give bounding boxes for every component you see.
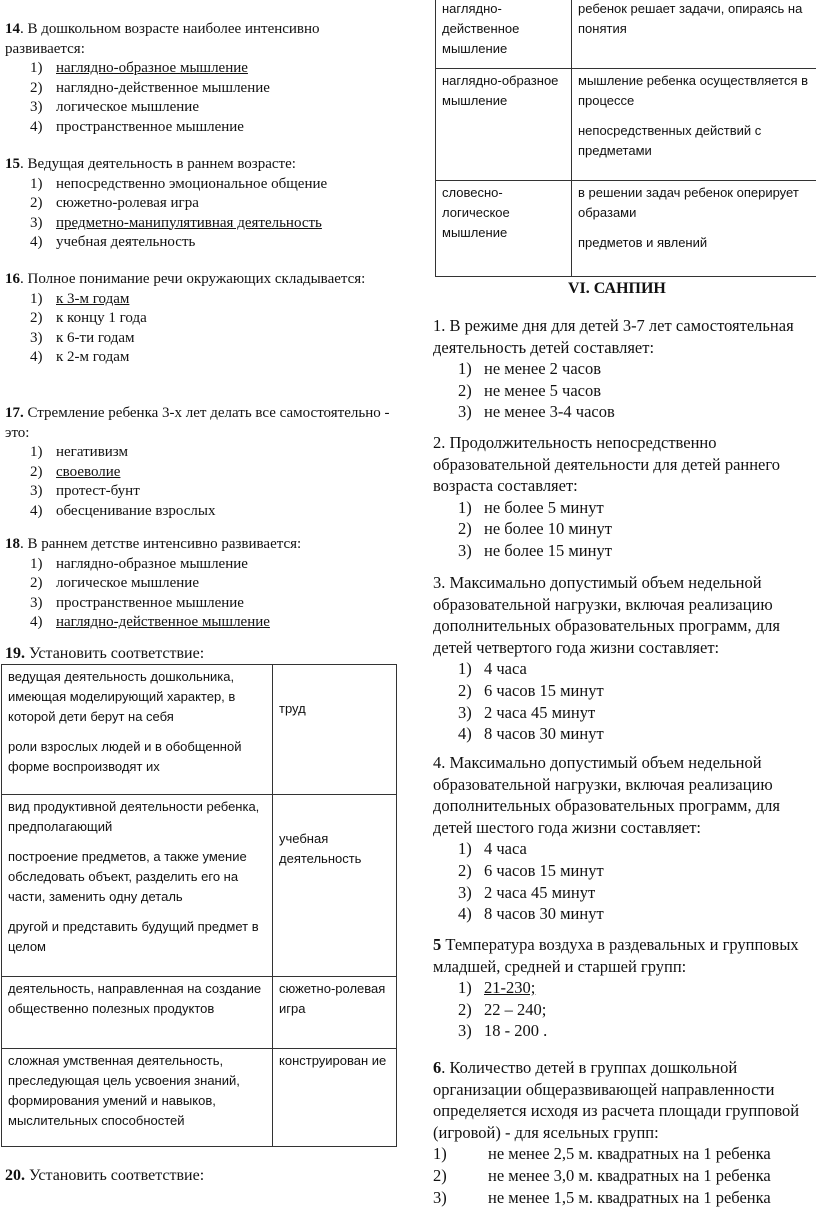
table-cell: мышление ребенка осуществляется в процессе непосредственных действий с предметами [572, 69, 816, 181]
table-cell: деятельность, направленная на создание общественно полезных продуктов [2, 977, 273, 1049]
option: 4) учебная деятельность [30, 234, 196, 250]
option: 4) 8 часов 30 минут [458, 724, 604, 744]
option: 4) 8 часов 30 минут [458, 904, 604, 924]
table-cell: наглядно-действенное мышление [436, 0, 572, 69]
table-row [436, 69, 816, 181]
option: 3) не менее 3-4 часов [458, 402, 615, 422]
options-list [408, 1143, 816, 1208]
table-row [2, 1049, 397, 1147]
question-stem: 2. Продолжительность непосредственно образовательной деятельности для детей раннего возраста составляет: [433, 433, 780, 496]
option: 3) 2 часа 45 минут [458, 882, 596, 902]
option: 2) своеволие [30, 463, 121, 480]
table-cell: ведущая деятельность дошкольника, имеющая моделирующий характер, в которой дети берут на себя роли взрослых людей и в обобщенной форме воспроизводят их [2, 665, 273, 795]
option: 4) обесценивание взрослых [30, 502, 216, 519]
option: 2) сюжетно-ролевая игра [30, 195, 199, 211]
question-stem: 4. Максимально допустимый объем недельной образовательной нагрузки, включая реализацию дополнительных образовательных программ, для детей шестого года жизни составляет: [433, 753, 780, 837]
question-16 [0, 270, 400, 368]
option: 2) не менее 5 часов [458, 380, 602, 400]
options-list [0, 443, 400, 521]
option: 2) наглядно-действенное мышление [30, 79, 270, 96]
table-cell: вид продуктивной деятельности ребенка, предполагающий построение предметов, а также умение обследовать объект, разделить его на части, заменить одну деталь другой и представить будущий предмет в целом [2, 795, 273, 977]
table-row [2, 665, 397, 795]
options-list [408, 497, 816, 562]
question-stem: 15. Ведущая деятельность в раннем возрасте: [5, 156, 296, 172]
question-stem: 14. В дошкольном возрасте наиболее интенсивно развивается: [5, 21, 320, 57]
option: 1) не более 5 минут [458, 497, 604, 517]
table-cell: словесно-логическое мышление [436, 181, 572, 277]
sanpin-question-2 [408, 432, 816, 562]
option: 1) непосредственно эмоциональное общение [30, 175, 328, 192]
options-list [0, 175, 400, 253]
question-14 [0, 20, 400, 137]
table-row [2, 795, 397, 977]
options-list [0, 290, 400, 368]
option: 1) к 3-м годам [30, 290, 130, 307]
matching-table-19 [1, 664, 397, 1147]
option: 2) не менее 3,0 м. квадратных на 1 ребенка [433, 1165, 771, 1185]
table-cell: сложная умственная деятельность, преследующая цель усвоения знаний, формирования умений и навыков, мыслительных способностей [2, 1049, 273, 1147]
question-18 [0, 535, 400, 633]
table-cell: сюжетно-ролевая игра [273, 977, 397, 1049]
option: 1) 21-230; [458, 978, 536, 998]
option: 3) к 6-ти годам [30, 329, 135, 346]
table-cell: конструирован ие [273, 1049, 397, 1147]
option: 1) негативизм [30, 444, 129, 460]
options-list [408, 977, 816, 1042]
question-stem: 5 Температура воздуха в раздевальных и групповых младшей, средней и старшей групп: [433, 935, 799, 976]
option: 1) 4 часа [458, 839, 527, 859]
question-stem: 19. Установить соответствие: [5, 645, 205, 662]
table-row [2, 977, 397, 1049]
option: 2) 6 часов 15 минут [458, 860, 604, 880]
option: 2) логическое мышление [30, 575, 199, 591]
option: 3) не более 15 минут [458, 540, 612, 560]
option: 1) не менее 2,5 м. квадратных на 1 ребенка [433, 1144, 771, 1164]
question-19 [0, 644, 400, 664]
option: 2) 6 часов 15 минут [458, 680, 604, 700]
option: 3) предметно-манипулятивная деятельность [30, 214, 322, 231]
option: 3) 2 часа 45 минут [458, 702, 596, 722]
table-row [436, 0, 816, 69]
question-stem: 1. В режиме дня для детей 3-7 лет самостоятельная деятельность детей составляет: [433, 316, 794, 357]
table-cell: наглядно-образное мышление [436, 69, 572, 181]
question-stem: 17. Стремление ребенка 3-х лет делать все самостоятельно - это: [5, 405, 390, 441]
table-cell: учебная деятельность [273, 795, 397, 977]
option: 4) пространственное мышление [30, 118, 244, 135]
option: 1) наглядно-образное мышление [30, 60, 248, 76]
options-list [408, 658, 816, 744]
option: 3) пространственное мышление [30, 594, 244, 611]
sanpin-question-5 [408, 934, 816, 1042]
option: 1) наглядно-образное мышление [30, 555, 248, 572]
question-stem: 20. Установить соответствие: [5, 1167, 205, 1184]
options-list [0, 555, 400, 633]
table-row [436, 181, 816, 277]
option: 3) логическое мышление [30, 99, 199, 115]
option: 4) наглядно-действенное мышление [30, 614, 270, 630]
option: 1) не менее 2 часов [458, 359, 602, 379]
question-stem: 18. В раннем детстве интенсивно развивается: [5, 536, 302, 552]
section-heading: VI. САНПИН [568, 280, 666, 297]
option: 4) к 2-м годам [30, 349, 130, 365]
option: 3) не менее 1,5 м. квадратных на 1 ребенка [433, 1187, 771, 1207]
sanpin-question-1 [408, 315, 816, 423]
table-cell: в решении задач ребенок оперирует образами предметов и явлений [572, 181, 816, 277]
option: 1) 4 часа [458, 659, 527, 679]
options-list [408, 838, 816, 924]
question-17 [0, 404, 400, 521]
sanpin-question-6 [408, 1057, 816, 1208]
options-list [0, 59, 400, 137]
option: 2) не более 10 минут [458, 519, 612, 539]
question-15 [0, 155, 400, 253]
matching-table-thinking [435, 0, 816, 277]
question-stem: 3. Максимально допустимый объем недельной образовательной нагрузки, включая реализацию дополнительных образовательных программ, для детей четвертого года жизни составляет: [433, 573, 780, 657]
question-stem: 6. Количество детей в группах дошкольной организации общеразвивающей направленности определяется исходя из расчета площади групповой (игровой) - для ясельных групп: [433, 1058, 800, 1142]
option: 3) 18 - 200 . [458, 1021, 548, 1041]
table-cell: ребенок решает задачи, опираясь на понятия [572, 0, 816, 69]
question-stem: 16. Полное понимание речи окружающих складывается: [5, 271, 366, 287]
sanpin-question-3 [408, 572, 816, 745]
question-20 [0, 1166, 400, 1186]
options-list [408, 358, 816, 423]
table-cell: труд [273, 665, 397, 795]
sanpin-question-4 [408, 752, 816, 925]
option: 2) к концу 1 года [30, 310, 147, 326]
option: 3) протест-бунт [30, 483, 140, 499]
option: 2) 22 – 240; [458, 999, 547, 1019]
